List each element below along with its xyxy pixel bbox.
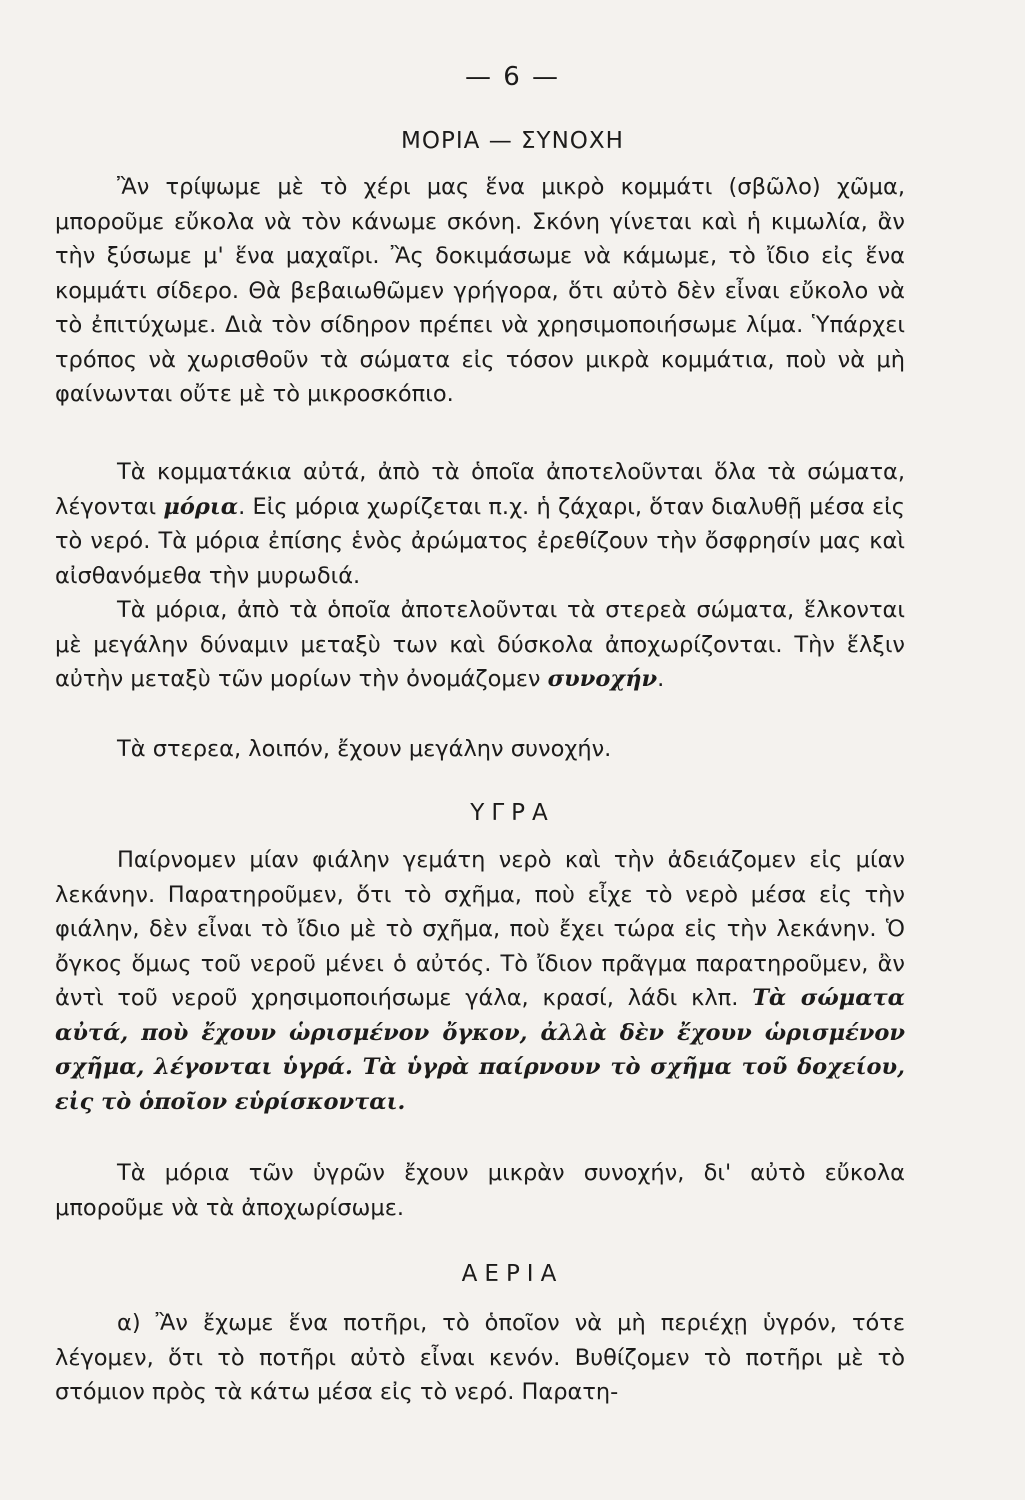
- paragraph-molecules-definition: [55, 455, 905, 593]
- paragraph-intro: Ἂν τρίψωμε μὲ τὸ χέρι μας ἕνα μικρὸ κομμάτι (σβῶλο) χῶμα, μποροῦμε εὔκολα νὰ τὸν κάνωμε σκόνη. Σκόνη γίνεται καὶ ἡ κιμωλία, ἂν τὴν ξύσωμε μ' ἕνα μαχαῖρι. Ἂς δοκιμάσωμε νὰ κάμωμε, τὸ ἴδιο εἰς ἕνα κομμάτι σίδερο. Θὰ βεβαιωθῶμεν γρήγορα, ὅτι αὐτὸ δὲν εἶναι εὔκολο νὰ τὸ ἐπιτύχωμε. Διὰ τὸν σίδηρον πρέπει νὰ χρησιμοποιήσωμε λίμα. Ὑπάρχει τρόπος νὰ χωρισθοῦν τὰ σώματα εἰς τόσον μικρὰ κομμάτια, ποὺ νὰ μὴ φαίνωνται οὔτε μὲ τὸ μικροσκόπιο.: [55, 174, 905, 407]
- liquids-definition-emphasis: Τὰ σώματα αὐτά, ποὺ ἔχουν ὡρισμένον ὄγκον, ἀλλὰ δὲν ἔχουν ὡρισμένον σχῆμα, λέγονται ὑγρά. Τὰ ὑγρὰ παίρνουν τὸ σχῆμα τοῦ δοχείου, εἰς τὸ ὁποῖον εὑρίσκονται.: [55, 985, 905, 1115]
- section-heading-molecules-cohesion: ΜΟΡΙΑ — ΣΥΝΟΧΗ: [401, 128, 624, 154]
- section-heading-gases: ΑΕΡΙΑ: [461, 1261, 564, 1287]
- paragraph-liquids-cohesion: Τὰ μόρια τῶν ὑγρῶν ἔχουν μικρὰν συνοχήν, δι' αὐτὸ εὔκολα μποροῦμε νὰ τὰ ἀποχωρίσωμε.: [55, 1160, 905, 1221]
- text-run: .: [657, 666, 665, 692]
- text-run: Τὰ μόρια, ἀπὸ τὰ ὁποῖα ἀποτελοῦνται τὰ στερεὰ σώματα, ἕλκονται μὲ μεγάλην δύναμιν μεταξὺ των καὶ δύσκολα ἀποχωρίζονται. Τὴν ἕλξιν αὐτὴν μεταξὺ τῶν μορίων τὴν ὀνομάζομεν: [55, 597, 905, 692]
- text-run: . Εἰς μόρια χωρίζεται π.χ. ἡ ζάχαρι, ὅταν διαλυθῇ μέσα εἰς τὸ νερό. Τὰ μόρια ἐπίσης ἑνὸς ἀρώματος ἐρεθίζουν τὴν ὄσφρησίν μας καὶ αἰσθανόμεθα τὴν μυρωδιά.: [55, 493, 905, 589]
- paragraph-solids-summary: Τὰ στερεα, λοιπόν, ἔχουν μεγάλην συνοχήν.: [117, 736, 612, 762]
- text-run: Τὰ κομματάκια αὐτά, ἀπὸ τὰ ὁποῖα ἀποτελοῦνται ὅλα τὰ σώματα, λέγονται: [55, 459, 905, 520]
- paragraph-cohesion-definition: [55, 593, 905, 697]
- section-heading-liquids: ΥΓΡΑ: [470, 800, 555, 826]
- text-run: Παίρνομεν μίαν φιάλην γεμάτη νερὸ καὶ τὴν ἀδειάζομεν εἰς μίαν λεκάνην. Παρατηροῦμεν, ὅτι τὸ σχῆμα, ποὺ εἶχε τὸ νερὸ μέσα εἰς τὴν φιάλην, δὲν εἶναι τὸ ἴδιο μὲ τὸ σχῆμα, ποὺ ἔχει τώρα εἰς τὴν λεκάνην. Ὁ ὄγκος ὅμως τοῦ νεροῦ μένει ὁ αὐτός. Τὸ ἴδιον πρᾶγμα παρατηροῦμεν, ἂν ἀντὶ τοῦ νεροῦ χρησιμοποιήσωμε γάλα, κρασί, λάδι κλπ.: [55, 847, 905, 1011]
- term-cohesion: συνοχήν: [547, 666, 658, 692]
- page-number: — 6 —: [464, 62, 561, 92]
- paragraph-gases-experiment: α) Ἂν ἔχωμε ἕνα ποτῆρι, τὸ ὁποῖον νὰ μὴ περιέχῃ ὑγρόν, τότε λέγομεν, ὅτι τὸ ποτῆρι αὐτὸ εἶναι κενόν. Βυθίζομεν τὸ ποτῆρι μὲ τὸ στόμιον πρὸς τὰ κάτω μέσα εἰς τὸ νερό. Παρατη-: [55, 1310, 905, 1405]
- term-molecules: μόρια: [163, 493, 239, 520]
- paragraph-liquids-experiment: [55, 843, 905, 1119]
